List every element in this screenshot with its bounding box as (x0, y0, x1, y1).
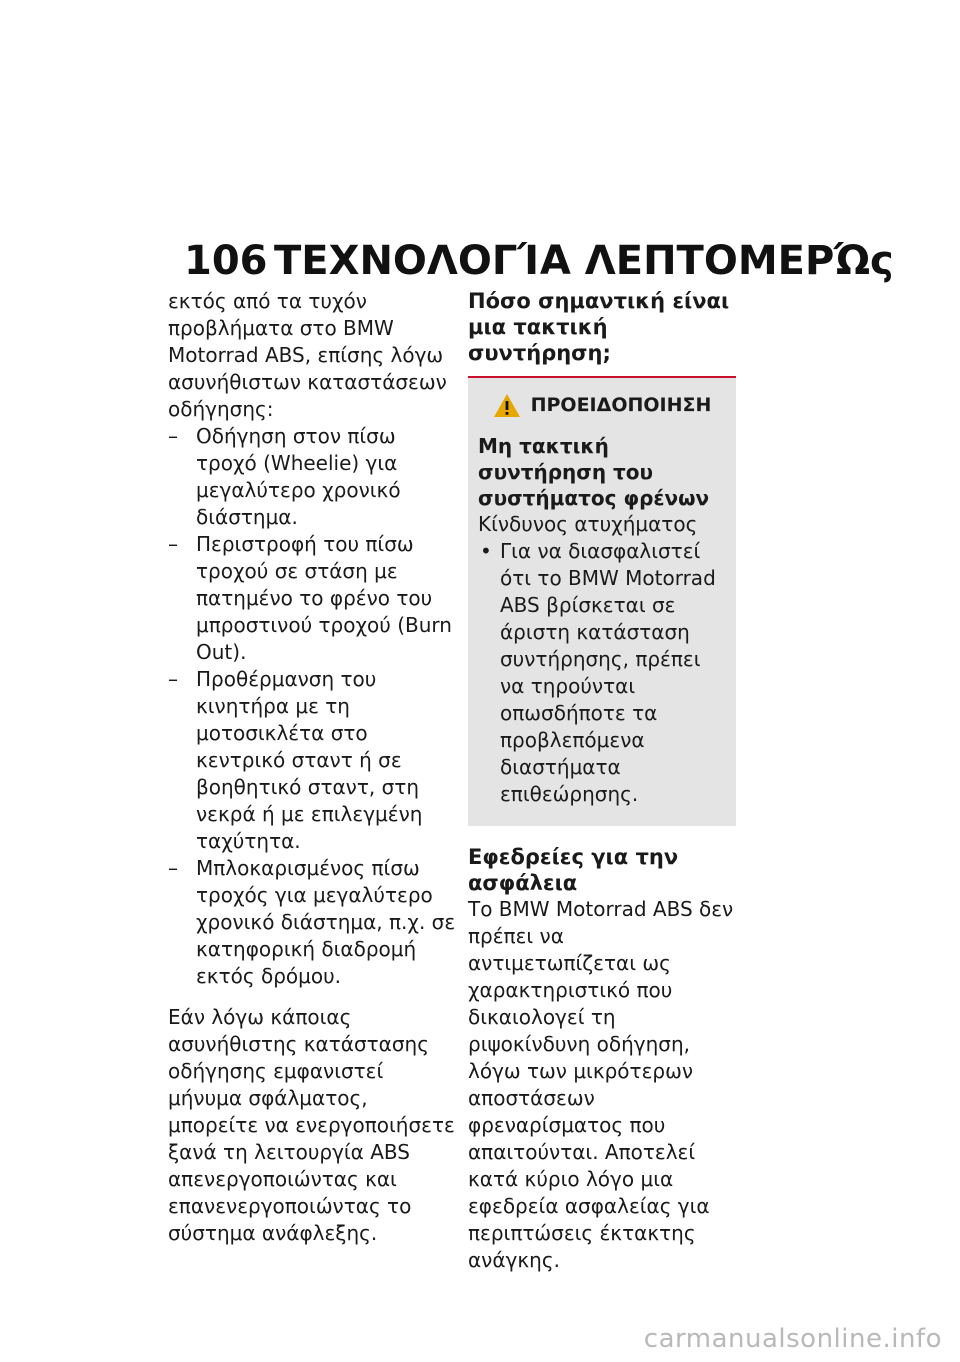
warning-subtitle: Μη τακτική συντήρηση του συστήματος φρένων (478, 434, 710, 510)
warning-risk: Κίνδυνος ατυχήματος (478, 512, 698, 536)
warning-bullets (478, 538, 726, 808)
list-item: – Προθέρμανση του κινητήρα με τη μοτοσικλέτα στο κεντρικό σταντ ή σε βοηθητικό σταντ, στη νεκρά ή με επιλεγμένη ταχύτητα. (168, 667, 423, 853)
section-heading-safety: Εφεδρείες για την ασφάλεια (468, 845, 679, 895)
dash-icon: – (168, 532, 178, 556)
left-column (168, 288, 458, 1247)
list-item: • Για να διασφαλιστεί ότι το BMW Motorrad ABS βρίσκεται σε άριστη κατάσταση συντήρησης, πρέπει να τηρούνται οπωσδήποτε τα προβλεπόμενα διαστήματα επιθεώρησης. (480, 539, 716, 806)
dash-icon: – (168, 667, 178, 691)
page-title: ΤΕΧΝΟΛΟΓΊΑ ΛΕΠΤΟΜΕΡΏς (274, 238, 894, 284)
dash-icon: – (168, 424, 178, 448)
safety-paragraph: Το BMW Motorrad ABS δεν πρέπει να αντιμετωπίζεται ως χαρακτηριστικό που δικαιολογεί τη ριψοκίνδυνη οδήγηση, λόγω των μικρότερων αποστάσεων φρεναρίσματος που απαιτούνται. Αποτελεί κατά κύριο λόγο μια εφεδρεία ασφαλείας για περιπτώσεις έκτακτης ανάγκης. (468, 897, 734, 1272)
intro-paragraph: εκτός από τα τυχόν προβλήματα στο BMW Motorrad ABS, επίσης λόγω ασυνήθιστων καταστάσεων οδήγησης: (168, 289, 447, 421)
page-header (184, 238, 894, 284)
page-number: 106 (184, 238, 268, 284)
warning-title: ΠΡΟΕΙΔΟΠΟΙΗΣΗ (478, 392, 726, 419)
abnormal-conditions-list (168, 423, 458, 990)
dash-icon: – (168, 856, 178, 880)
warning-triangle-icon (493, 393, 521, 418)
warning-box (468, 378, 736, 826)
section-heading-maintenance: Πόσο σημαντική είναι μια τακτική συντήρηση; (468, 289, 730, 365)
list-item: – Οδήγηση στον πίσω τροχό (Wheelie) για μεγαλύτερο χρονικό διάστημα. (168, 424, 401, 529)
list-item: – Μπλοκαρισμένος πίσω τροχός για μεγαλύτερο χρονικό διάστημα, π.χ. σε κατηφορική διαδρομή εκτός δρόμου. (168, 856, 456, 988)
watermark: carmanualsonline.info (643, 1324, 942, 1354)
bullet-icon: • (480, 539, 492, 563)
list-item: – Περιστροφή του πίσω τροχού σε στάση με πατημένο το φρένο του μπροστινού τροχού (Burn Out). (168, 532, 452, 664)
closing-paragraph: Εάν λόγω κάποιας ασυνήθιστης κατάστασης οδήγησης εμφανιστεί μήνυμα σφάλματος, μπορείτε να ενεργοποιήσετε ξανά τη λειτουργία ABS απενεργοποιώντας και επανενεργοποιώντας το σύστημα ανάφλεξης. (168, 1005, 455, 1245)
right-column (468, 288, 738, 1274)
